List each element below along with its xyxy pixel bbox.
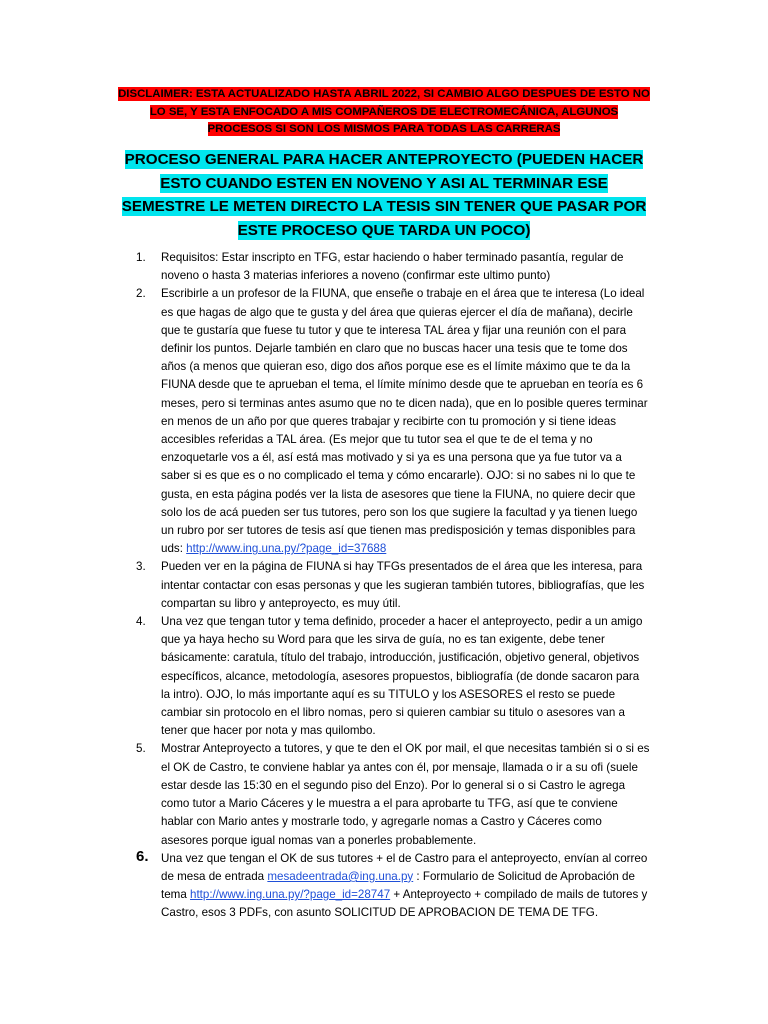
step-number: 4. <box>136 615 146 629</box>
list-item-step-2 <box>118 285 650 558</box>
step-text: + Anteproyecto + compilado de mails de tutores y Castro, esos 3 PDFs, con asunto SOLICITUD DE APROBACION DE TEMA DE TFG. <box>161 888 648 920</box>
step-number: 6. <box>136 847 149 865</box>
disclaimer <box>118 86 650 139</box>
step-text: Mostrar Anteproyecto a tutores, y que te den el OK por mail, el que necesitas también si o si es el OK de Castro, te conviene hablar ya antes con él, por mensaje, llamada o ir a su ofi (suele estar desde las 15:30 en el segundo piso del Enzo). Por lo general si o si Castro le agrega como tutor a Mario Cáceres y le muestra a el para aprobarte tu TFG, así que te conviene hablar con Mario antes y mostrarle todo, y agregarle nomas a Castro y Cáceres como asesores porque igual nomas van a ponerles probablemente. <box>161 742 650 847</box>
step-number: 3. <box>136 560 146 574</box>
step-number: 2. <box>136 287 146 301</box>
section-heading-text: PROCESO GENERAL PARA HACER ANTEPROYECTO (PUEDEN HACER ESTO CUANDO ESTEN EN NOVENO Y ASI AL TERMINAR ESE SEMESTRE LE METEN DIRECTO LA TESIS SIN TENER QUE PASAR POR ESTE PROCESO QUE TARDA UN POCO) <box>121 151 647 239</box>
list-item-step-1 <box>118 249 650 285</box>
list-item-step-3 <box>118 558 650 613</box>
step-text: Pueden ver en la página de FIUNA si hay TFGs presentados de el área que les interesa, para intentar contactar con esas personas y que les sugieran también tutores, bibliografías, que les compartan su libro y anteproyecto, es muy útil. <box>161 560 645 610</box>
asesores-page-link[interactable]: http://www.ing.una.py/?page_id=37688 <box>186 542 387 556</box>
mesa-entrada-email-link[interactable]: mesadeentrada@ing.una.py <box>267 869 414 883</box>
step-text: Una vez que tengan tutor y tema definido, proceder a hacer el anteproyecto, pedir a un amigo que ya haya hecho su Word para que les sirva de guía, no es tan exigente, debe tener básicamente: caratula, título del trabajo, introducción, justificación, objetivo general, objetivos específicos, alcance, metodología, asesores propuestos, bibliografía (de donde sacaron para la intro). OJO, lo más importante aquí es su TITULO y los ASESORES el resto se puede cambiar sin protocolo en el libro nomas, pero si quieren cambiar su titulo o asesores van a tener que hacer por nota y mas quilombo. <box>161 615 643 738</box>
step-body <box>161 850 650 923</box>
section-heading <box>118 148 650 242</box>
step-text: Requisitos: Estar inscripto en TFG, estar haciendo o haber terminado pasantía, regular de noveno o hasta 3 materias inferiores a noveno (confirmar este ultimo punto) <box>161 251 624 283</box>
list-item-step-5 <box>118 740 650 849</box>
step-text: : Formulario de Solicitud de Aprobación de tema <box>161 869 635 902</box>
step-body <box>161 285 650 558</box>
formulario-solicitud-link[interactable]: http://www.ing.una.py/?page_id=28747 <box>190 888 391 902</box>
disclaimer-text: DISCLAIMER: ESTA ACTUALIZADO HASTA ABRIL 2022, SI CAMBIO ALGO DESPUES DE ESTO NO LO SE, Y ESTA ENFOCADO A MIS COMPAÑEROS DE ELECTROMECÁNICA, ALGUNOS PROCESOS SI SON LOS MISMOS PARA TODAS LAS CARRERAS <box>118 88 650 135</box>
step-number: 1. <box>136 251 146 264</box>
steps-list <box>118 249 650 923</box>
step-text: Escribirle a un profesor de la FIUNA, que enseñe o trabaje en el área que te interesa (Lo ideal es que hagas de algo que te gusta y del área que quieras ejercer el día de mañana), decirle que te gustaría que fuese tu tutor y que te interesa TAL área y fijar una reunión con el para definir los puntos. Dejarle también en claro que no buscas hacer una tesis que te tome dos años (a menos que quieran eso, digo dos años porque ese es el límite máximo que te da la FIUNA desde que te aprueban el tema, el límite mínimo desde que te aprueban en teoría es 6 meses, pero si terminas antes asumo que no te dicen nada), que en lo posible queres terminar en menos de un año por que queres trabajar y recibirte con tu promoción y si tiene ideas accesibles referidas a TAL área. (Es mejor que tu tutor sea el que te de el tema y no enzoquetarle vos a él, así está mas motivado y si ya es una persona que ya fue tutor va a saber si es que es o no complicado el tema y cómo encararle). OJO: si no sabes ni lo que te gusta, en esta página podés ver la lista de asesores que tiene la FIUNA, no quiere decir que solo los de acá pueden ser tus tutores, pero son los que sugiere la facultad y ya tienen luego un rubro por ser tutores de tesis así que tienen mas predisposición y temas disponibles para uds: <box>161 287 648 556</box>
list-item-step-4 <box>118 613 650 740</box>
step-text: Una vez que tengan el OK de sus tutores + el de Castro para el anteproyecto, envían al correo de mesa de entrada <box>161 851 648 883</box>
step-number: 5. <box>136 742 146 756</box>
list-item-step-6 <box>118 847 650 923</box>
